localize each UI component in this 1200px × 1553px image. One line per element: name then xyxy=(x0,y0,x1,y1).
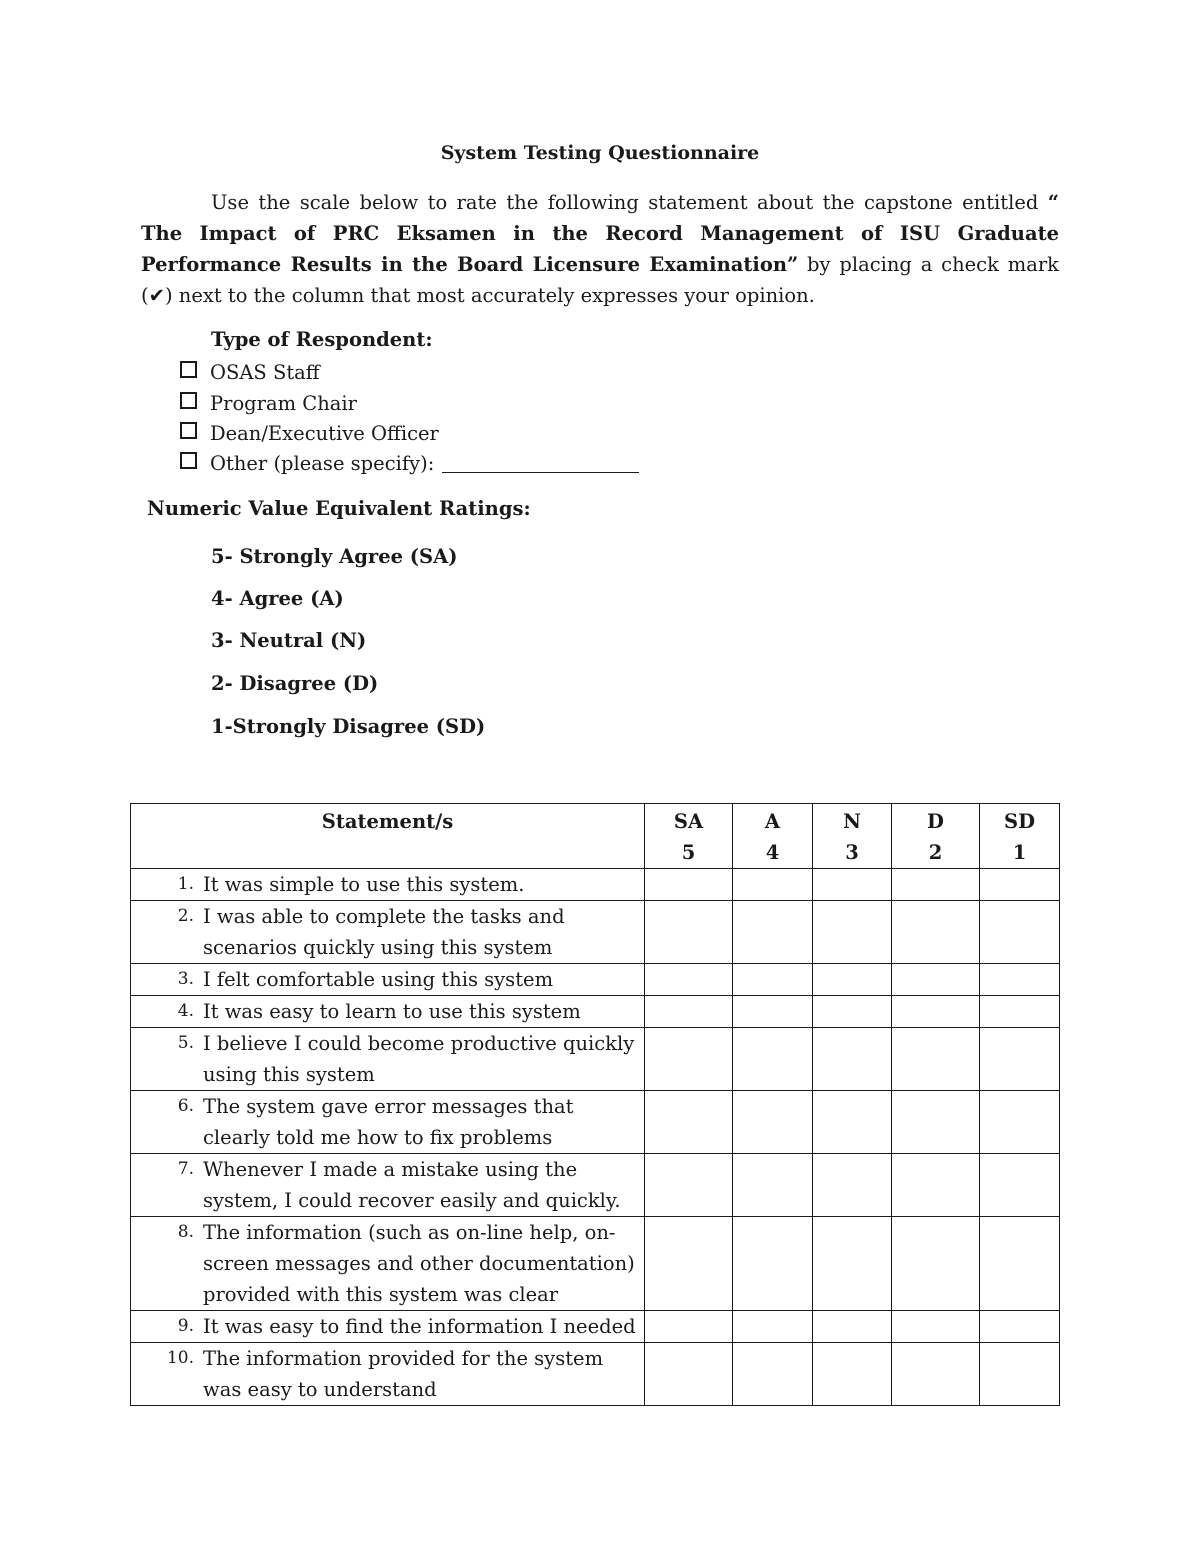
option-label: Other (please specify): xyxy=(210,451,435,475)
ratings-heading: Numeric Value Equivalent Ratings: xyxy=(147,497,531,520)
statement-number: 1. xyxy=(177,874,194,894)
respondent-option-other[interactable] xyxy=(180,449,639,477)
rating-cell[interactable] xyxy=(813,964,892,996)
rating-cell[interactable] xyxy=(733,1311,813,1343)
questionnaire-table xyxy=(130,803,1060,1406)
rating-item-5: 5- Strongly Agree (SA) xyxy=(211,545,458,568)
rating-cell[interactable] xyxy=(645,996,733,1028)
intro-after: ) next to the column that most accurately expresses your opinion. xyxy=(164,284,815,307)
rating-cell[interactable] xyxy=(980,964,1060,996)
rating-cell[interactable] xyxy=(813,1028,892,1091)
rating-cell[interactable] xyxy=(892,1343,980,1406)
page-title: System Testing Questionnaire xyxy=(440,142,760,164)
table-row xyxy=(131,1028,1060,1091)
table-row xyxy=(131,996,1060,1028)
rating-cell[interactable] xyxy=(892,964,980,996)
statement-number: 3. xyxy=(177,969,194,989)
rating-cell[interactable] xyxy=(645,1217,733,1311)
column-header-sa: SA 5 xyxy=(645,804,733,869)
rating-item-2: 2- Disagree (D) xyxy=(211,672,379,695)
rating-cell[interactable] xyxy=(813,1343,892,1406)
rating-cell[interactable] xyxy=(892,1154,980,1217)
rating-cell[interactable] xyxy=(813,1217,892,1311)
rating-cell[interactable] xyxy=(892,1028,980,1091)
checkbox-icon[interactable] xyxy=(180,392,197,409)
table-row xyxy=(131,869,1060,901)
rating-cell[interactable] xyxy=(733,1154,813,1217)
table-header-row xyxy=(131,804,1060,869)
rating-cell[interactable] xyxy=(980,1217,1060,1311)
statement-text: It was easy to learn to use this system xyxy=(203,1000,581,1023)
statement-text: Whenever I made a mistake using the system, I could recover easily and quickly. xyxy=(203,1158,621,1212)
statement-number: 5. xyxy=(177,1033,194,1053)
respondent-heading: Type of Respondent: xyxy=(211,328,433,351)
option-label: Dean/Executive Officer xyxy=(210,421,439,445)
statement-text: The system gave error messages that clearly told me how to fix problems xyxy=(203,1095,574,1149)
table-row xyxy=(131,901,1060,964)
respondent-option-dean[interactable] xyxy=(180,419,439,447)
option-label: Program Chair xyxy=(210,391,357,415)
respondent-option-program-chair[interactable] xyxy=(180,389,357,417)
rating-cell[interactable] xyxy=(813,869,892,901)
rating-cell[interactable] xyxy=(813,1311,892,1343)
column-header-a: A 4 xyxy=(733,804,813,869)
rating-cell[interactable] xyxy=(733,901,813,964)
rating-cell[interactable] xyxy=(645,1154,733,1217)
rating-cell[interactable] xyxy=(645,1028,733,1091)
statement-text: I felt comfortable using this system xyxy=(203,968,554,991)
rating-item-1: 1-Strongly Disagree (SD) xyxy=(211,715,486,738)
rating-item-4: 4- Agree (A) xyxy=(211,587,344,610)
rating-cell[interactable] xyxy=(813,901,892,964)
rating-cell[interactable] xyxy=(645,869,733,901)
option-label: OSAS Staff xyxy=(210,360,320,384)
rating-cell[interactable] xyxy=(813,1154,892,1217)
rating-cell[interactable] xyxy=(892,996,980,1028)
intro-paragraph xyxy=(141,187,1059,311)
rating-cell[interactable] xyxy=(892,869,980,901)
column-header-d: D 2 xyxy=(892,804,980,869)
table-row xyxy=(131,1217,1060,1311)
rating-cell[interactable] xyxy=(980,901,1060,964)
rating-cell[interactable] xyxy=(813,996,892,1028)
capstone-title: “ The Impact of PRC Eksamen in the Record Management of ISU Graduate Performance Results in the Board Licensure Examination” xyxy=(141,191,1059,276)
statement-text: The information (such as on-line help, on-screen messages and other documentation) provided with this system was clear xyxy=(203,1221,635,1306)
specify-blank-line[interactable] xyxy=(442,454,639,473)
table-row xyxy=(131,1311,1060,1343)
column-header-sd: SD 1 xyxy=(980,804,1060,869)
rating-cell[interactable] xyxy=(645,964,733,996)
rating-cell[interactable] xyxy=(980,1154,1060,1217)
rating-cell[interactable] xyxy=(892,1217,980,1311)
rating-cell[interactable] xyxy=(645,901,733,964)
rating-cell[interactable] xyxy=(733,996,813,1028)
rating-cell[interactable] xyxy=(892,1091,980,1154)
table-row xyxy=(131,1154,1060,1217)
statement-number: 4. xyxy=(177,1001,194,1021)
statement-header: Statement/s xyxy=(131,804,645,869)
rating-cell[interactable] xyxy=(733,1091,813,1154)
rating-cell[interactable] xyxy=(892,1311,980,1343)
table-row xyxy=(131,1343,1060,1406)
statement-text: It was simple to use this system. xyxy=(203,873,525,896)
rating-cell[interactable] xyxy=(645,1311,733,1343)
rating-cell[interactable] xyxy=(813,1091,892,1154)
rating-cell[interactable] xyxy=(980,1343,1060,1406)
statement-number: 9. xyxy=(177,1316,194,1336)
rating-cell[interactable] xyxy=(980,1028,1060,1091)
respondent-option-osas[interactable] xyxy=(180,358,320,386)
statement-number: 2. xyxy=(177,906,194,926)
rating-cell[interactable] xyxy=(980,1091,1060,1154)
intro-before: Use the scale below to rate the following statement about the capstone entitled xyxy=(211,191,1048,214)
statement-number: 7. xyxy=(177,1159,194,1179)
statement-text: I believe I could become productive quickly using this system xyxy=(203,1032,635,1086)
statement-text: I was able to complete the tasks and scenarios quickly using this system xyxy=(203,905,565,959)
check-mark-icon: ✔ xyxy=(148,284,165,307)
rating-cell[interactable] xyxy=(980,996,1060,1028)
intro-middle: by placing a check mark ( xyxy=(141,253,1059,307)
rating-cell[interactable] xyxy=(980,869,1060,901)
rating-item-3: 3- Neutral (N) xyxy=(211,629,367,652)
rating-cell[interactable] xyxy=(980,1311,1060,1343)
column-header-n: N 3 xyxy=(813,804,892,869)
rating-cell[interactable] xyxy=(733,1343,813,1406)
checkbox-icon[interactable] xyxy=(180,452,197,469)
statement-number: 10. xyxy=(166,1348,194,1368)
rating-cell[interactable] xyxy=(645,1343,733,1406)
rating-cell[interactable] xyxy=(733,1028,813,1091)
rating-cell[interactable] xyxy=(733,1217,813,1311)
statement-number: 6. xyxy=(177,1096,194,1116)
table-row xyxy=(131,1091,1060,1154)
statement-text: It was easy to find the information I needed xyxy=(203,1315,636,1338)
checkbox-icon[interactable] xyxy=(180,361,197,378)
checkbox-icon[interactable] xyxy=(180,422,197,439)
rating-cell[interactable] xyxy=(892,901,980,964)
rating-cell[interactable] xyxy=(733,964,813,996)
table-row xyxy=(131,964,1060,996)
rating-cell[interactable] xyxy=(645,1091,733,1154)
statement-text: The information provided for the system was easy to understand xyxy=(203,1347,604,1401)
statement-number: 8. xyxy=(177,1222,194,1242)
rating-cell[interactable] xyxy=(733,869,813,901)
